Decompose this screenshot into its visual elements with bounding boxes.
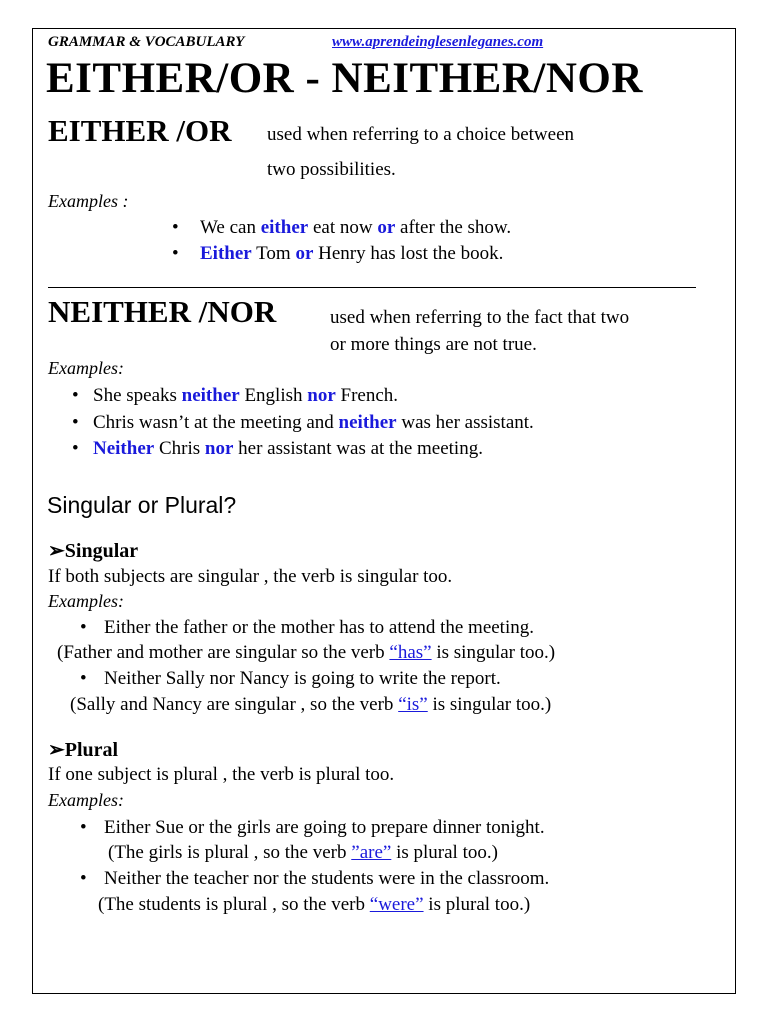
bullet-icon: • [172,243,179,264]
bullet-icon: • [80,868,87,889]
singular-examples-label: Examples: [48,591,124,611]
singular-rule: If both subjects are singular , the verb is singular too. [48,566,453,587]
neither-nor-definition-1: used when referring to the fact that two [330,307,630,328]
neither-nor-examples-label: Examples: [48,358,124,378]
neither-nor-definition-2: or more things are not true. [330,334,537,355]
bullet-icon: • [80,817,87,838]
list-item: • Chris wasn’t at the meeting and neither was her assistant. [72,412,534,433]
category-label: GRAMMAR & VOCABULARY [48,34,245,50]
plural-note-2: (The students is plural , so the verb “were” is plural too.) [98,894,531,915]
either-or-examples-label: Examples : [48,191,129,211]
singular-plural-heading: Singular or Plural? [47,492,237,518]
arrowhead-bullet-icon: ➢ [48,540,65,562]
bullet-icon: • [80,617,87,638]
page-title: EITHER/OR - NEITHER/NOR [46,55,643,102]
either-or-heading: EITHER /OR [48,113,232,148]
bullet-icon: • [172,217,179,238]
list-item: • Either Tom or Henry has lost the book. [172,243,504,264]
list-item: • She speaks neither English nor French. [72,385,399,406]
list-item: • Neither the teacher nor the students were in the classroom. [80,868,550,889]
list-item: • Either Sue or the girls are going to prepare dinner tonight. [80,817,545,838]
singular-note-2: (Sally and Nancy are singular , so the verb “is” is singular too.) [70,694,552,715]
list-item: • Neither Chris nor her assistant was at the meeting. [72,438,483,459]
bullet-icon: • [72,385,79,406]
singular-subheading: ➢Singular [48,540,139,562]
list-item: • Either the father or the mother has to attend the meeting. [80,617,534,638]
bullet-icon: • [80,668,87,689]
arrowhead-bullet-icon: ➢ [48,739,65,761]
list-item: • Neither Sally nor Nancy is going to write the report. [80,668,501,689]
bullet-icon: • [72,438,79,459]
website-link[interactable]: www.aprendeinglesenleganes.com [332,34,544,50]
neither-nor-heading: NEITHER /NOR [48,294,277,329]
either-or-definition-1: used when referring to a choice between [267,124,575,145]
either-or-definition-2: two possibilities. [267,159,396,180]
plural-rule: If one subject is plural , the verb is plural too. [48,764,395,785]
plural-subheading: ➢Plural [48,739,119,761]
section-divider [48,287,696,288]
bullet-icon: • [72,412,79,433]
plural-note-1: (The girls is plural , so the verb ”are” is plural too.) [108,842,498,863]
singular-note-1: (Father and mother are singular so the verb “has” is singular too.) [57,642,556,663]
list-item: • We can either eat now or after the show. [172,217,512,238]
plural-examples-label: Examples: [48,790,124,810]
